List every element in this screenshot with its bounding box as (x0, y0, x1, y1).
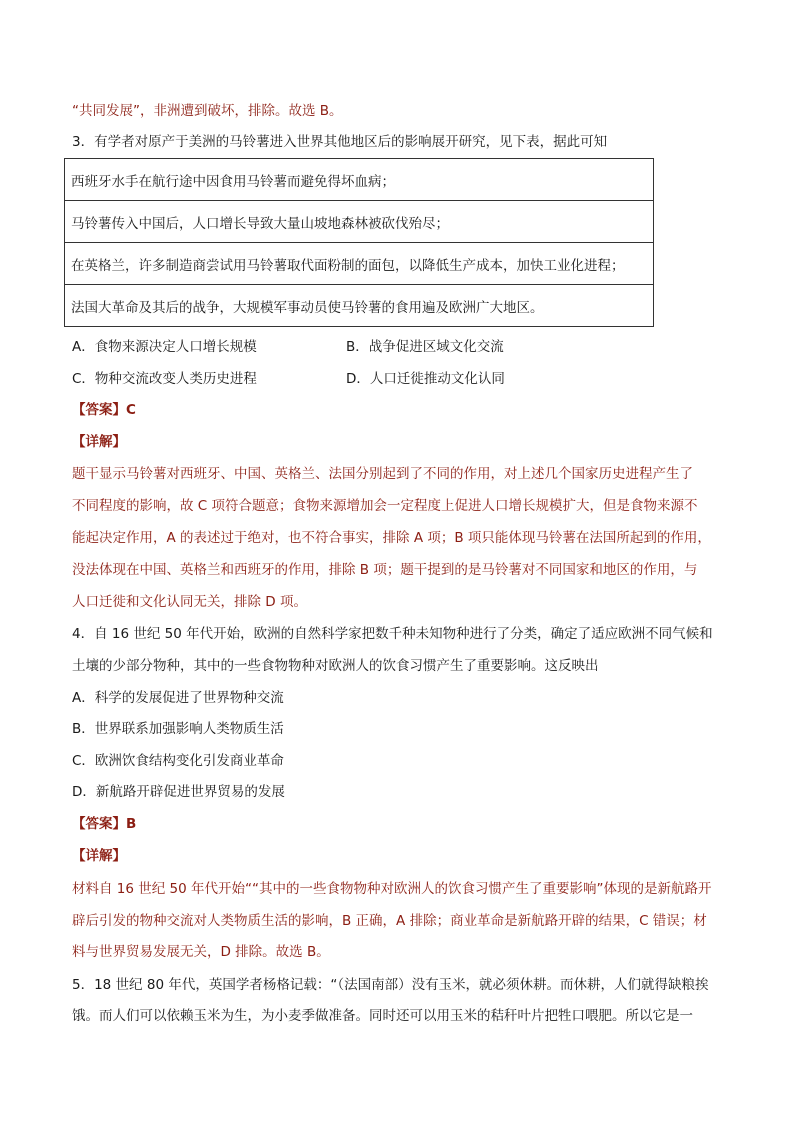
q3-detail-label: 【详解】 (72, 434, 126, 450)
q3-stem: 3．有学者对原产于美洲的马铃薯进入世界其他地区后的影响展开研究，见下表，据此可知 (72, 134, 608, 150)
q4-answer: 【答案】B (72, 816, 137, 832)
q3-option-d: D．人口迁徙推动文化认同 (346, 371, 505, 387)
q3-detail-line: 能起决定作用，A 的表述过于绝对，也不符合事实，排除 A 项；B 项只能体现马铃薯在法国所起到的作用， (72, 530, 711, 546)
q4-stem-line: 4．自 16 世纪 50 年代开始，欧洲的自然科学家把数千种未知物种进行了分类，确定了适应欧洲不同气候和 (72, 626, 713, 642)
q4-stem-line: 土壤的少部分物种，其中的一些食物物种对欧洲人的饮食习惯产生了重要影响。这反映出 (72, 658, 599, 674)
q4-option-c: C．欧洲饮食结构变化引发商业革命 (72, 753, 284, 769)
q3-detail-line: 不同程度的影响，故 C 项符合题意；食物来源增加会一定程度上促进人口增长规模扩大，但是食物来源不 (72, 498, 698, 514)
q3-detail-line: 没法体现在中国、英格兰和西班牙的作用，排除 B 项；题干提到的是马铃薯对不同国家和地区的作用，与 (72, 562, 698, 578)
table-row (65, 243, 654, 285)
q4-detail-line: 料与世界贸易发展无关，D 排除。故选 B。 (72, 944, 330, 960)
q3-option-c: C．物种交流改变人类历史进程 (72, 371, 257, 387)
q5-stem-line: 5．18 世纪 80 年代，英国学者杨格记载：“（法国南部）没有玉米，就必须休耕。而休耕，人们就得缺粮挨 (72, 977, 709, 993)
table-row (65, 285, 654, 327)
q3-option-b: B．战争促进区域文化交流 (346, 339, 504, 355)
table-row (65, 201, 654, 243)
table-cell: 马铃薯传入中国后，人口增长导致大量山坡地森林被砍伐殆尽； (65, 201, 654, 243)
previous-explanation-tail: “共同发展”，非洲遭到破坏，排除。故选 B。 (72, 103, 343, 119)
q4-detail-line: 材料自 16 世纪 50 年代开始““其中的一些食物物种对欧洲人的饮食习惯产生了重要影响”体现的是新航路开 (72, 881, 712, 897)
q4-option-a: A．科学的发展促进了世界物种交流 (72, 690, 284, 706)
q4-detail-label: 【详解】 (72, 848, 126, 864)
table-cell: 法国大革命及其后的战争，大规模军事动员使马铃薯的食用遍及欧洲广大地区。 (65, 285, 654, 327)
table-cell: 西班牙水手在航行途中因食用马铃薯而避免得坏血病； (65, 159, 654, 201)
table-row (65, 159, 654, 201)
q4-option-b: B．世界联系加强影响人类物质生活 (72, 721, 284, 737)
q4-detail-line: 辟后引发的物种交流对人类物质生活的影响，B 正确，A 排除；商业革命是新航路开辟的结果，C 错误；材 (72, 913, 707, 929)
q5-stem-line: 饿。而人们可以依赖玉米为生，为小麦季做准备。同时还可以用玉米的秸秆叶片把牲口喂肥。所以它是一 (72, 1008, 693, 1024)
q3-detail-line: 人口迁徙和文化认同无关，排除 D 项。 (72, 594, 307, 610)
q4-option-d: D．新航路开辟促进世界贸易的发展 (72, 784, 285, 800)
table-cell: 在英格兰，许多制造商尝试用马铃薯取代面粉制的面包，以降低生产成本，加快工业化进程； (65, 243, 654, 285)
q3-source-table (64, 158, 654, 327)
q3-option-a: A．食物来源决定人口增长规模 (72, 339, 257, 355)
q3-detail-line: 题干显示马铃薯对西班牙、中国、英格兰、法国分别起到了不同的作用，对上述几个国家历史进程产生了 (72, 466, 693, 482)
q3-answer: 【答案】C (72, 402, 136, 418)
